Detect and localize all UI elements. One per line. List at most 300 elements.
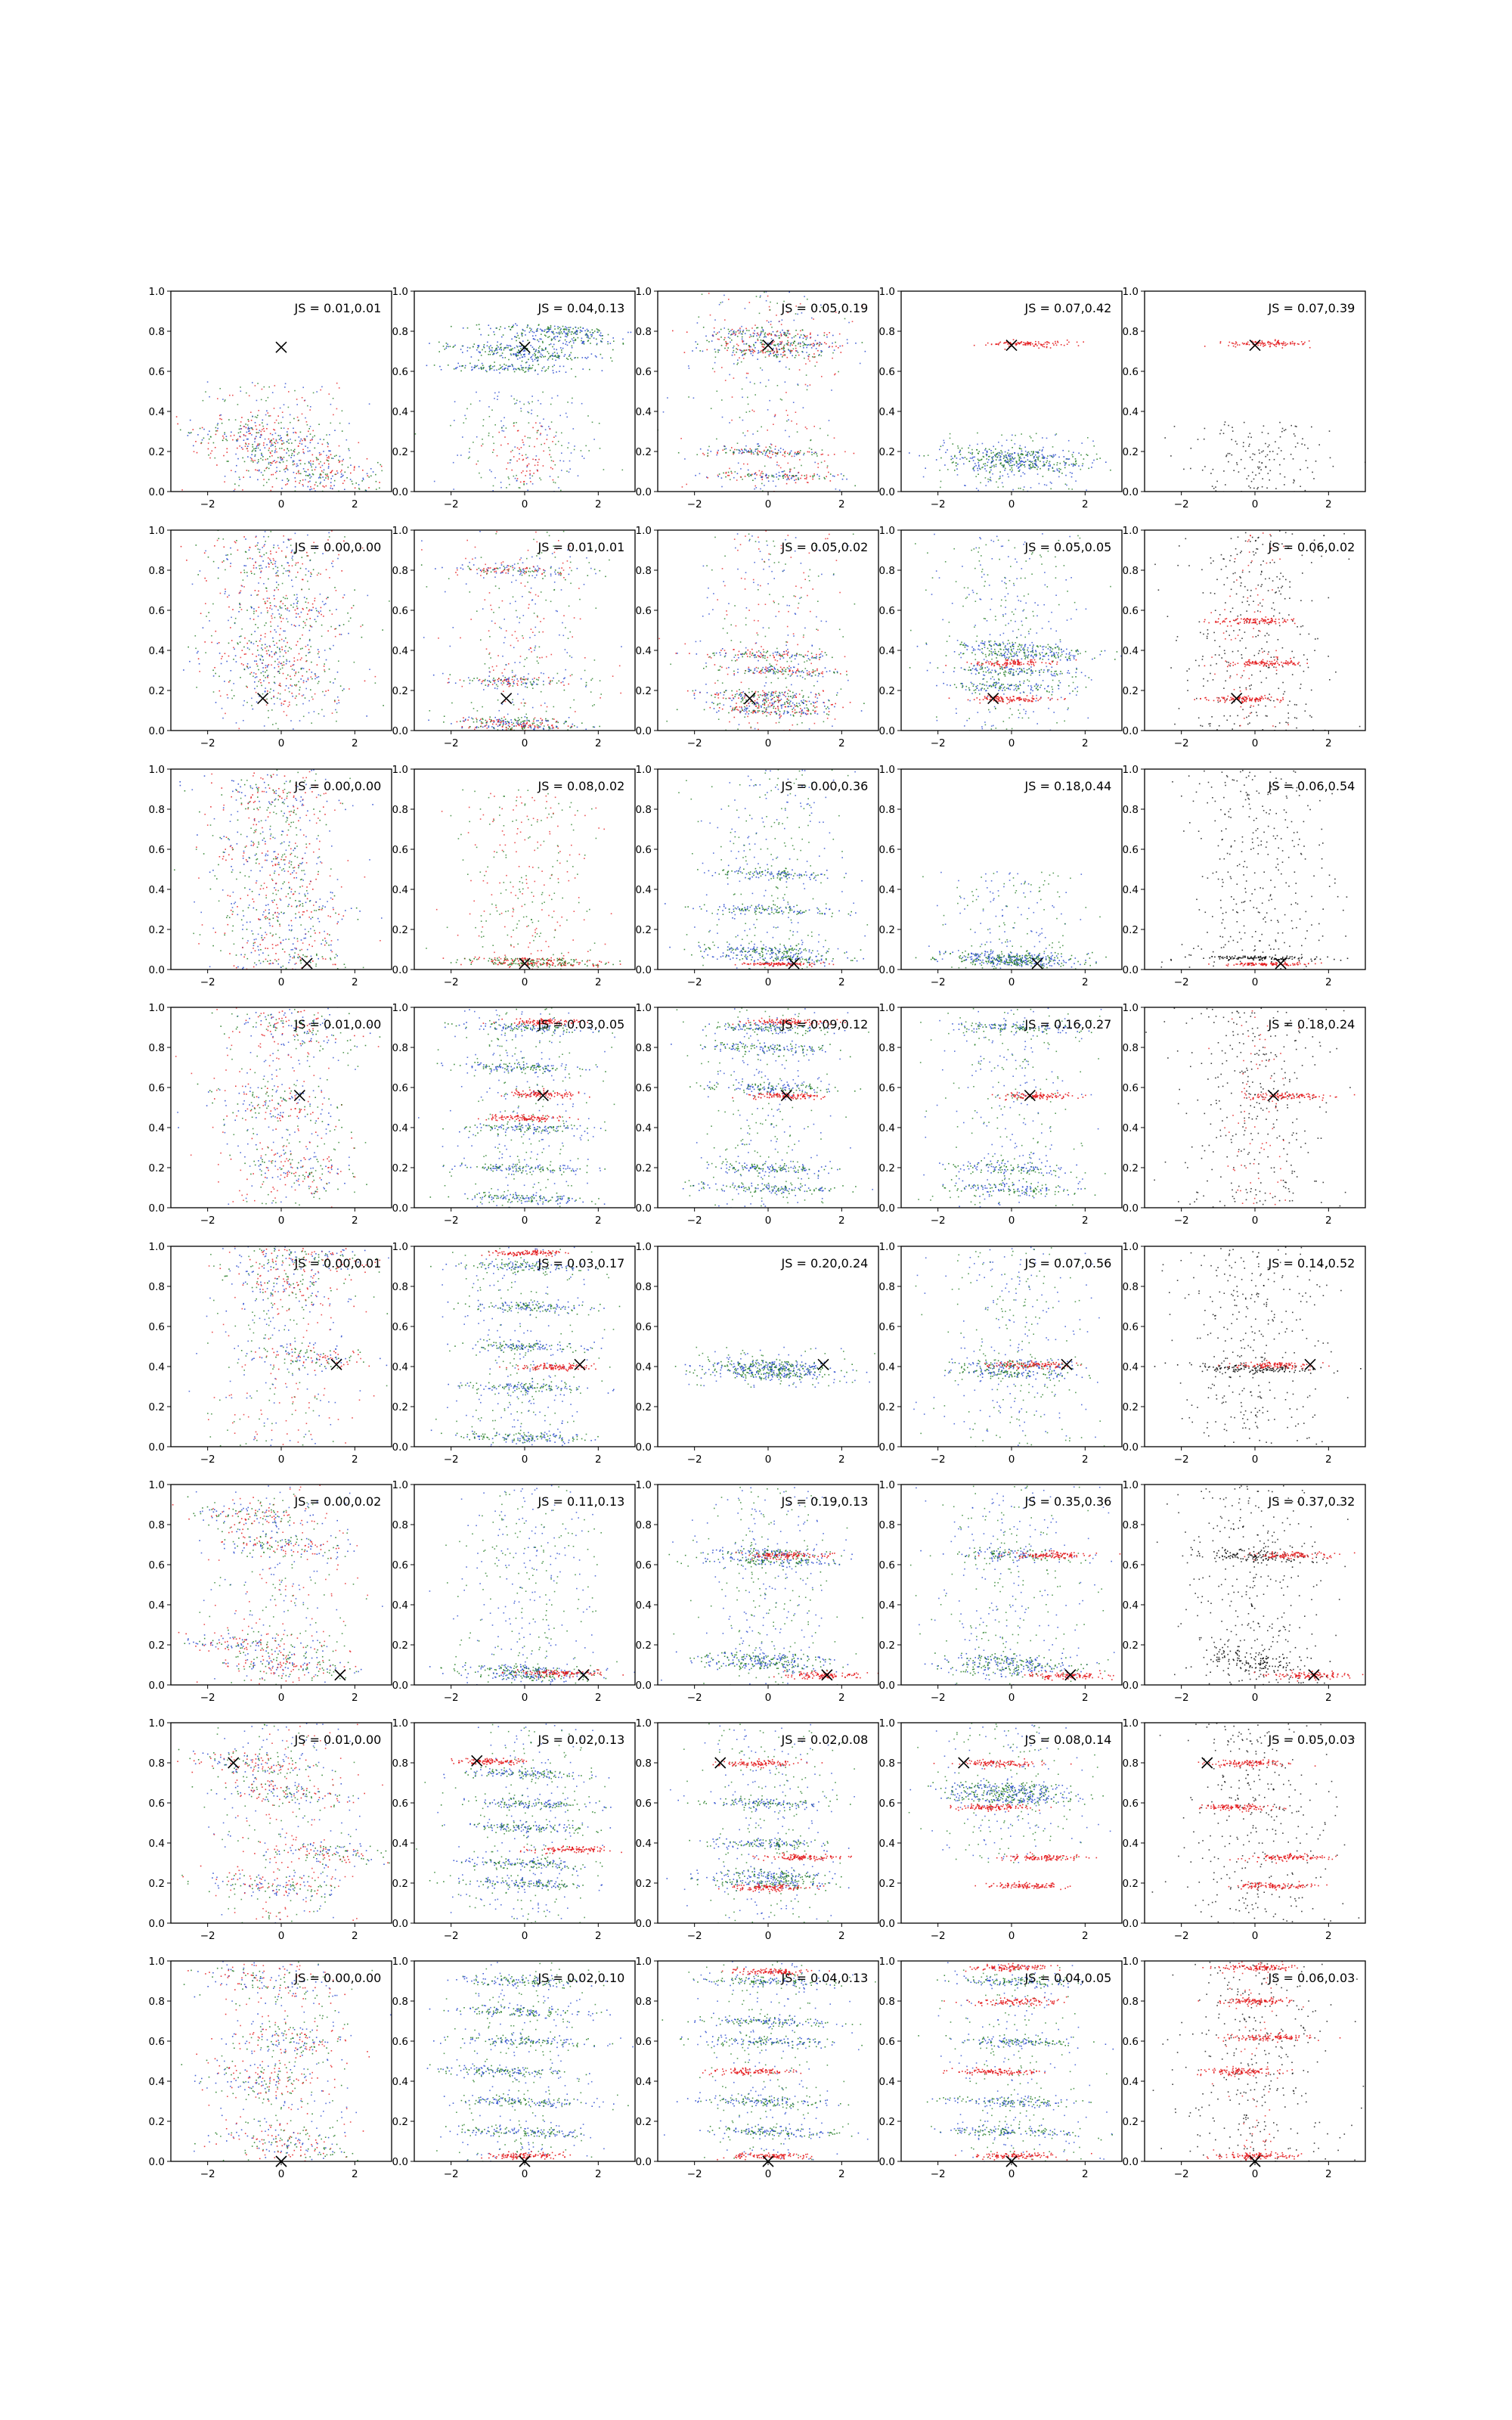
data-point — [750, 382, 751, 383]
data-point — [490, 345, 491, 346]
data-point — [403, 464, 404, 466]
data-point — [717, 451, 718, 453]
data-point — [266, 653, 268, 655]
data-point — [760, 296, 761, 298]
data-point — [1069, 458, 1070, 460]
data-point — [1262, 340, 1263, 342]
data-point — [764, 450, 765, 451]
data-point — [810, 384, 811, 386]
data-point — [565, 328, 566, 330]
data-point — [238, 611, 240, 613]
data-point — [454, 346, 455, 347]
data-point — [339, 423, 341, 424]
data-point — [527, 582, 528, 583]
data-point — [832, 476, 834, 477]
data-point — [490, 657, 491, 659]
data-point — [455, 572, 457, 573]
data-point — [828, 455, 829, 456]
data-point — [222, 562, 223, 563]
data-point — [1275, 340, 1276, 342]
data-point — [752, 479, 754, 481]
data-point — [251, 420, 253, 421]
data-point — [479, 473, 480, 474]
data-point — [779, 337, 780, 339]
data-point — [1290, 343, 1291, 345]
data-point — [1170, 455, 1172, 457]
data-point — [294, 675, 296, 677]
data-point — [513, 368, 515, 370]
data-point — [239, 445, 240, 447]
data-point — [500, 482, 502, 483]
data-point — [482, 439, 483, 440]
data-point — [312, 603, 314, 605]
data-point — [1011, 440, 1012, 442]
data-point — [565, 334, 567, 335]
data-point — [233, 659, 234, 660]
data-point — [531, 410, 533, 411]
data-point — [215, 447, 216, 448]
data-point — [538, 462, 539, 464]
data-point — [993, 452, 994, 454]
data-point — [1219, 433, 1221, 435]
data-point — [296, 603, 298, 604]
data-point — [565, 649, 566, 650]
data-point — [262, 420, 264, 421]
data-point — [268, 650, 269, 652]
data-point — [516, 333, 518, 334]
data-point — [494, 392, 496, 394]
data-point — [566, 337, 568, 338]
data-point — [496, 684, 497, 686]
y-tick-label: 0.8 — [636, 326, 652, 338]
data-point — [1030, 487, 1032, 489]
data-point — [330, 626, 332, 628]
data-point — [326, 434, 327, 436]
data-point — [295, 698, 296, 700]
data-point — [1202, 470, 1204, 471]
data-point — [754, 330, 755, 332]
data-point — [472, 559, 473, 560]
data-point — [562, 343, 564, 344]
data-point — [556, 332, 557, 334]
data-point — [737, 349, 739, 350]
data-point — [545, 600, 547, 601]
data-point — [221, 419, 222, 420]
data-point — [785, 367, 787, 368]
data-point — [271, 651, 273, 653]
data-point — [342, 411, 343, 412]
data-point — [307, 405, 308, 407]
data-point — [784, 456, 785, 458]
data-point — [832, 335, 834, 337]
data-point — [983, 452, 984, 454]
data-point — [485, 571, 487, 572]
data-point — [245, 653, 246, 655]
data-point — [276, 478, 277, 479]
data-point — [813, 476, 814, 478]
y-tick-label: 0.2 — [879, 446, 895, 458]
data-point — [352, 607, 353, 609]
data-point — [989, 479, 990, 481]
data-point — [482, 608, 484, 610]
data-point — [538, 679, 539, 681]
data-point — [739, 417, 741, 418]
data-point — [1304, 342, 1306, 343]
data-point — [327, 479, 329, 480]
data-point — [336, 721, 337, 722]
data-point — [392, 480, 394, 482]
data-point — [249, 618, 251, 619]
data-point — [1020, 454, 1021, 455]
data-point — [248, 420, 249, 422]
data-point — [1011, 465, 1012, 467]
data-point — [270, 688, 271, 690]
y-tick-label: 0.4 — [636, 406, 652, 418]
data-point — [1252, 459, 1253, 461]
data-point — [261, 472, 262, 473]
data-point — [1020, 445, 1021, 447]
data-point — [306, 607, 308, 609]
data-point — [262, 649, 264, 650]
data-point — [266, 646, 268, 647]
data-point — [754, 394, 756, 396]
data-point — [349, 688, 350, 690]
data-point — [516, 638, 518, 639]
data-point — [745, 328, 747, 330]
data-point — [460, 567, 462, 569]
data-point — [762, 473, 764, 475]
data-point — [1071, 476, 1073, 478]
data-point — [587, 340, 589, 342]
data-point — [1080, 455, 1082, 456]
data-point — [513, 422, 515, 424]
data-point — [752, 433, 754, 435]
data-point — [256, 692, 257, 693]
data-point — [311, 573, 312, 575]
data-point — [1033, 456, 1035, 458]
data-point — [299, 436, 300, 438]
data-point — [1245, 451, 1247, 452]
data-point — [280, 607, 281, 609]
data-point — [747, 397, 748, 399]
data-point — [300, 648, 302, 650]
data-point — [499, 607, 500, 609]
data-point — [251, 458, 253, 460]
data-point — [522, 357, 523, 358]
data-point — [448, 365, 449, 366]
data-point — [485, 684, 487, 686]
data-point — [959, 451, 961, 452]
data-point — [817, 463, 819, 464]
data-point — [827, 465, 829, 467]
data-point — [268, 717, 269, 718]
data-point — [287, 460, 288, 461]
data-point — [289, 455, 290, 457]
data-point — [478, 727, 479, 728]
data-point — [273, 547, 274, 548]
data-point — [835, 489, 837, 490]
data-point — [512, 699, 513, 700]
data-point — [310, 461, 311, 462]
data-point — [501, 563, 503, 564]
data-point — [964, 485, 965, 486]
data-point — [751, 451, 752, 453]
data-point — [1088, 468, 1089, 470]
data-point — [539, 568, 541, 569]
data-point — [247, 445, 249, 447]
data-point — [514, 680, 516, 681]
data-point — [308, 496, 310, 498]
data-point — [538, 569, 539, 571]
data-point — [309, 481, 311, 482]
data-point — [271, 490, 272, 492]
data-point — [231, 640, 233, 641]
data-point — [274, 654, 275, 656]
data-point — [773, 476, 775, 478]
data-point — [557, 357, 559, 358]
data-point — [344, 480, 345, 482]
data-point — [240, 386, 241, 388]
data-point — [213, 561, 215, 563]
data-point — [281, 551, 283, 552]
data-point — [1062, 450, 1064, 451]
data-point — [488, 686, 489, 687]
data-point — [727, 475, 729, 476]
data-point — [1027, 455, 1029, 457]
data-point — [512, 702, 513, 703]
data-point — [362, 625, 364, 626]
data-point — [1065, 475, 1067, 476]
data-point — [1066, 485, 1067, 486]
data-point — [254, 631, 256, 632]
data-point — [197, 574, 199, 576]
data-point — [555, 464, 556, 466]
data-point — [296, 672, 297, 673]
data-point — [225, 653, 226, 654]
data-point — [274, 682, 275, 684]
data-point — [562, 348, 564, 349]
data-point — [970, 458, 971, 459]
data-point — [1036, 464, 1037, 466]
data-point — [570, 675, 572, 677]
data-point — [760, 335, 761, 337]
data-point — [721, 486, 723, 488]
data-point — [986, 455, 987, 457]
data-point — [1251, 481, 1253, 482]
data-point — [503, 430, 505, 432]
data-point — [562, 563, 564, 564]
data-point — [369, 669, 370, 670]
data-point — [361, 637, 363, 638]
data-point — [270, 560, 271, 562]
data-point — [538, 677, 540, 678]
data-point — [972, 452, 974, 454]
data-point — [265, 588, 267, 589]
data-point — [491, 621, 493, 622]
data-point — [551, 340, 553, 341]
data-point — [304, 507, 305, 509]
data-point — [572, 657, 573, 659]
data-point — [562, 326, 564, 327]
data-point — [269, 442, 271, 443]
data-point — [1055, 343, 1057, 344]
data-point — [985, 485, 987, 486]
data-point — [764, 346, 765, 348]
data-point — [482, 363, 483, 365]
data-point — [760, 342, 761, 343]
data-point — [348, 448, 349, 450]
data-point — [589, 369, 590, 371]
data-point — [962, 458, 964, 459]
data-point — [487, 342, 488, 343]
data-point — [702, 293, 703, 295]
data-point — [327, 443, 329, 445]
data-point — [544, 618, 545, 619]
data-point — [1005, 455, 1007, 457]
data-point — [340, 510, 342, 512]
data-point — [736, 479, 738, 481]
data-point — [283, 541, 284, 543]
data-point — [787, 453, 789, 455]
data-point — [794, 479, 795, 481]
data-point — [317, 664, 318, 666]
data-point — [608, 334, 609, 336]
data-point — [324, 470, 325, 471]
data-point — [240, 436, 241, 438]
data-point — [237, 404, 239, 405]
data-point — [235, 618, 237, 619]
data-point — [500, 355, 501, 357]
data-point — [1067, 458, 1069, 460]
data-point — [265, 541, 266, 542]
data-point — [790, 343, 792, 345]
data-point — [779, 341, 781, 343]
data-point — [361, 480, 363, 482]
data-point — [559, 340, 561, 342]
data-point — [539, 558, 541, 560]
data-point — [223, 560, 225, 562]
scatter-points — [181, 526, 405, 731]
data-point — [791, 420, 792, 422]
data-point — [1087, 437, 1089, 439]
data-point — [526, 683, 528, 684]
data-point — [249, 547, 251, 548]
data-point — [470, 569, 472, 570]
data-point — [803, 455, 804, 456]
data-point — [201, 442, 203, 444]
data-point — [828, 472, 829, 473]
data-point — [316, 391, 318, 392]
data-point — [448, 682, 449, 684]
data-point — [754, 411, 755, 412]
data-point — [271, 463, 273, 464]
data-point — [268, 563, 269, 564]
data-point — [306, 619, 308, 621]
data-point — [765, 386, 767, 387]
data-point — [695, 475, 696, 476]
data-point — [220, 696, 222, 697]
data-point — [291, 693, 293, 694]
y-tick-label: 1.0 — [1123, 286, 1139, 298]
data-point — [334, 456, 336, 458]
data-point — [358, 442, 360, 444]
data-point — [1075, 480, 1077, 482]
data-point — [559, 331, 560, 333]
data-point — [800, 330, 801, 332]
data-point — [1280, 473, 1281, 475]
data-point — [1284, 484, 1285, 486]
data-point — [821, 343, 823, 345]
data-point — [278, 435, 280, 436]
data-point — [773, 355, 775, 356]
data-point — [233, 647, 234, 649]
data-point — [263, 681, 265, 682]
data-point — [266, 553, 268, 554]
data-point — [492, 436, 494, 438]
data-point — [834, 476, 835, 477]
data-point — [330, 492, 332, 494]
data-point — [506, 664, 507, 666]
data-point — [293, 432, 294, 433]
data-point — [258, 591, 259, 592]
data-point — [248, 470, 249, 472]
data-point — [1052, 446, 1054, 448]
data-point — [333, 398, 334, 399]
data-point — [251, 594, 253, 596]
data-point — [1235, 441, 1237, 442]
data-point — [829, 346, 830, 348]
data-point — [506, 630, 507, 631]
data-point — [532, 684, 534, 685]
data-point — [308, 431, 309, 433]
data-point — [262, 667, 264, 669]
data-point — [528, 369, 529, 371]
data-point — [301, 589, 302, 591]
data-point — [258, 582, 259, 584]
data-point — [533, 571, 534, 572]
data-point — [754, 486, 756, 487]
data-point — [776, 335, 778, 337]
data-point — [816, 343, 818, 344]
data-point — [541, 444, 542, 445]
data-point — [541, 657, 543, 659]
data-point — [260, 659, 262, 661]
data-point — [707, 477, 708, 479]
data-point — [821, 376, 823, 377]
data-point — [285, 484, 287, 486]
data-point — [814, 344, 816, 346]
data-point — [1296, 426, 1297, 427]
data-point — [475, 547, 476, 548]
data-point — [435, 568, 436, 569]
data-point — [600, 335, 602, 337]
data-point — [483, 577, 485, 579]
data-point — [255, 417, 256, 418]
data-point — [225, 439, 227, 440]
data-point — [560, 490, 562, 492]
data-point — [1282, 345, 1284, 346]
data-point — [510, 346, 512, 347]
data-point — [232, 439, 234, 441]
data-point — [1012, 471, 1013, 473]
data-point — [287, 621, 289, 622]
data-point — [996, 464, 997, 465]
data-point — [507, 368, 509, 370]
data-point — [519, 338, 520, 340]
data-point — [1295, 426, 1297, 427]
data-point — [241, 417, 243, 418]
data-point — [252, 416, 253, 417]
